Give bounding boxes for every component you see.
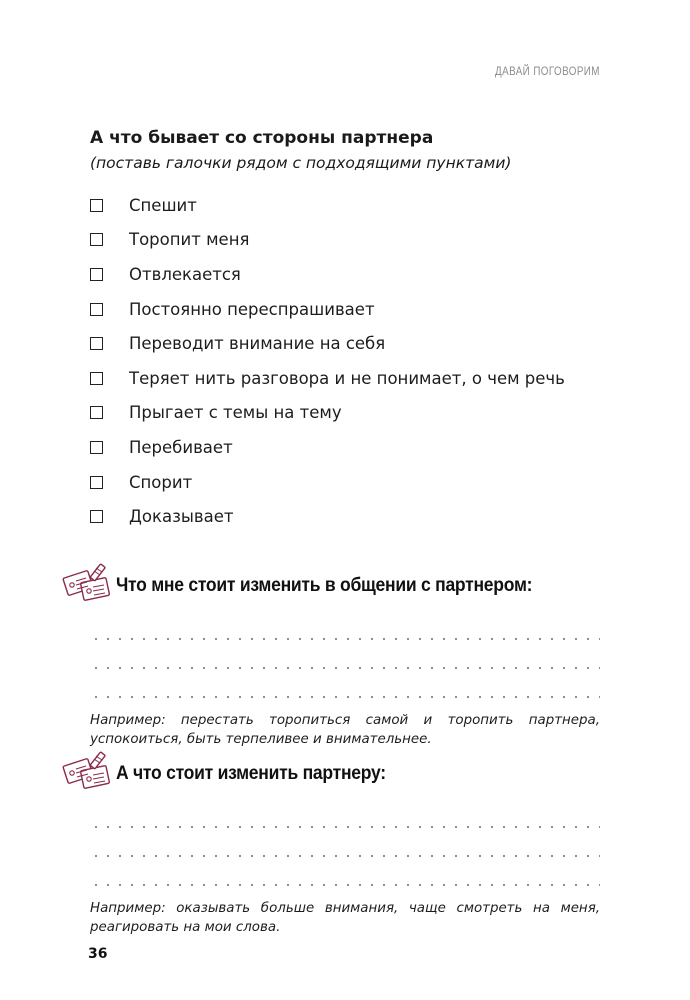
checklist-item-label: Теряет нить разговора и не понимает, о чем речь bbox=[129, 368, 565, 388]
checklist-item[interactable] bbox=[90, 361, 610, 396]
checkbox[interactable] bbox=[90, 510, 103, 523]
section-subtitle: (поставь галочки рядом с подходящими пунктами) bbox=[90, 154, 512, 172]
checklist-item[interactable] bbox=[90, 188, 610, 223]
checkbox[interactable] bbox=[90, 337, 103, 350]
checklist-item[interactable] bbox=[90, 499, 610, 534]
checklist-item-label: Спешит bbox=[129, 195, 197, 215]
checklist-item[interactable] bbox=[90, 257, 610, 292]
prompt-partner-change bbox=[62, 754, 622, 937]
checklist-item-label: Доказывает bbox=[129, 507, 234, 527]
prompt-header bbox=[62, 754, 622, 800]
checkbox[interactable] bbox=[90, 303, 103, 316]
checklist-item[interactable] bbox=[90, 430, 610, 465]
answer-line[interactable] bbox=[90, 829, 600, 858]
prompt-example: Например: перестать торопиться самой и торопить партнера, успокоиться, быть терпеливее и внимательнее. bbox=[90, 713, 600, 747]
checkbox[interactable] bbox=[90, 268, 103, 281]
notes-icon bbox=[62, 560, 114, 604]
section-title: А что бывает со стороны партнера bbox=[90, 128, 434, 148]
answer-line[interactable] bbox=[90, 641, 600, 670]
checklist-item-label: Прыгает с темы на тему bbox=[129, 403, 342, 423]
prompt-title: Что мне стоит изменить в общении с партнером: bbox=[116, 574, 533, 596]
checkbox[interactable] bbox=[90, 372, 103, 385]
checklist-item-label: Переводит внимание на себя bbox=[129, 334, 386, 354]
answer-line[interactable] bbox=[90, 612, 600, 641]
checklist-item-label: Перебивает bbox=[129, 437, 233, 457]
answer-line[interactable] bbox=[90, 800, 600, 829]
checkbox[interactable] bbox=[90, 476, 103, 489]
checkbox[interactable] bbox=[90, 441, 103, 454]
prompt-title: А что стоит изменить партнеру: bbox=[116, 762, 386, 784]
checkbox[interactable] bbox=[90, 406, 103, 419]
page-number: 36 bbox=[88, 946, 108, 962]
running-head: ДАВАЙ ПОГОВОРИМ bbox=[495, 64, 600, 78]
checklist-item-label: Спорит bbox=[129, 472, 193, 492]
checklist-item[interactable] bbox=[90, 326, 610, 361]
checklist-item[interactable] bbox=[90, 292, 610, 327]
checklist-item-label: Отвлекается bbox=[129, 264, 241, 284]
checklist-item[interactable] bbox=[90, 396, 610, 431]
checklist bbox=[90, 188, 610, 534]
checklist-item-label: Торопит меня bbox=[129, 230, 250, 250]
prompt-example: Например: оказывать больше внимания, чаще смотреть на меня, реагировать на мои слова. bbox=[90, 901, 600, 935]
answer-line[interactable] bbox=[90, 858, 600, 887]
checklist-item[interactable] bbox=[90, 465, 610, 500]
notes-icon bbox=[62, 748, 114, 792]
checklist-item[interactable] bbox=[90, 223, 610, 258]
answer-line[interactable] bbox=[90, 670, 600, 699]
prompt-self-change bbox=[62, 566, 622, 749]
checkbox[interactable] bbox=[90, 233, 103, 246]
checklist-item-label: Постоянно переспрашивает bbox=[129, 299, 375, 319]
prompt-header bbox=[62, 566, 622, 612]
checkbox[interactable] bbox=[90, 199, 103, 212]
